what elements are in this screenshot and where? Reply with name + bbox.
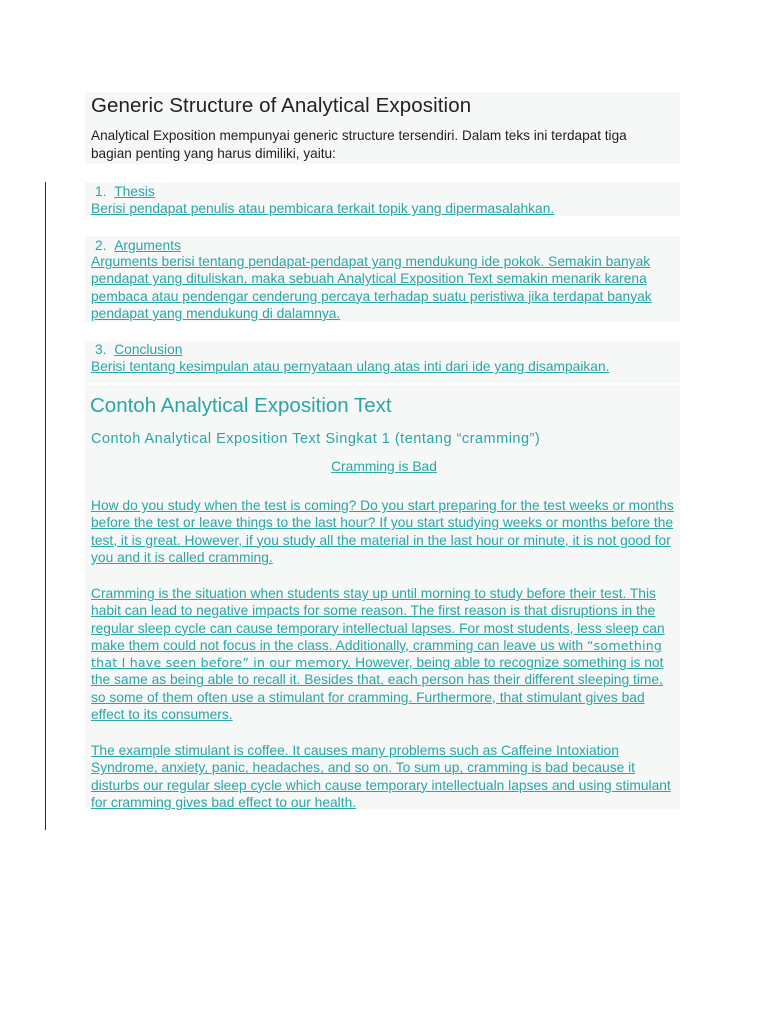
- margin-rule: [45, 182, 46, 830]
- section-number: 3.: [95, 342, 107, 357]
- story-quote: “something that I have seen before” in our memory.: [91, 637, 663, 671]
- section-conclusion-body[interactable]: Berisi tentang kesimpulan atau pernyataan ulang atas inti dari ide yang disampaikan.: [91, 359, 610, 374]
- section-number: 1.: [95, 184, 107, 199]
- section-number: 2.: [95, 238, 107, 253]
- story-paragraph-2-part-a: Cramming is the situation when students stay up until morning to study before their test. This habit can lead to negative impacts for some reason. The first reason is that disruptions in the regular sleep cycle can cause temporary intellectual lapses. For most students, less sleep can make them could not focus in the class. Additionally, cramming can leave us with: [91, 586, 665, 653]
- example-subheading[interactable]: Contoh Analytical Exposition Text Singkat 1 (tentang “cramming”): [91, 431, 541, 447]
- story-paragraph-2-part-b: However, being able to recognize something is not the same as being able to recall it. Besides that, each person has their different sleeping time, so some of them often use a stimulant for cramming. Furthermore, that stimulant gives bad effect to its consumers.: [91, 655, 664, 723]
- section-thesis-heading[interactable]: [95, 183, 155, 200]
- story-title[interactable]: Cramming is Bad: [331, 459, 437, 474]
- section-title: Conclusion: [114, 342, 183, 357]
- section-arguments-body[interactable]: Arguments berisi tentang pendapat-pendapat yang mendukung ide pokok. Semakin banyak pendapat yang dituliskan, maka sebuah Analytical Exposition Text semakin menarik karena pembaca atau pendengar cenderung percaya terhadap suatu peristiwa jika terdapat banyak pendapat yang mendukung di dalamnya.: [91, 254, 652, 321]
- section-title: Arguments: [114, 238, 181, 253]
- section-conclusion-heading[interactable]: [95, 341, 182, 358]
- section-arguments-heading[interactable]: [95, 237, 181, 254]
- story-paragraph-3[interactable]: The example stimulant is coffee. It causes many problems such as Caffeine Intoxiation Syndrome, anxiety, panic, headaches, and so on. To sum up, cramming is bad because it disturbs our regular sleep cycle which cause temporary intellectualn lapses and using stimulant for cramming gives bad effect to our health.: [91, 743, 671, 810]
- example-heading[interactable]: Contoh Analytical Exposition Text: [90, 394, 392, 417]
- section-thesis-body[interactable]: Berisi pendapat penulis atau pembicara terkait topik yang dipermasalahkan.: [91, 201, 555, 216]
- section-title: Thesis: [114, 184, 155, 199]
- intro-paragraph: Analytical Exposition mempunyai generic structure tersendiri. Dalam teks ini terdapat tiga bagian penting yang harus dimiliki, yaitu:: [91, 128, 627, 161]
- story-paragraph-1[interactable]: How do you study when the test is coming? Do you start preparing for the test weeks or months before the test or leave things to the last hour? If you start studying weeks or months before the test, it is great. However, if you study all the material in the last hour or minute, it is not good for you and it is called cramming.: [91, 498, 674, 565]
- page-title: Generic Structure of Analytical Exposition: [91, 94, 472, 117]
- story-paragraph-2[interactable]: [91, 585, 681, 723]
